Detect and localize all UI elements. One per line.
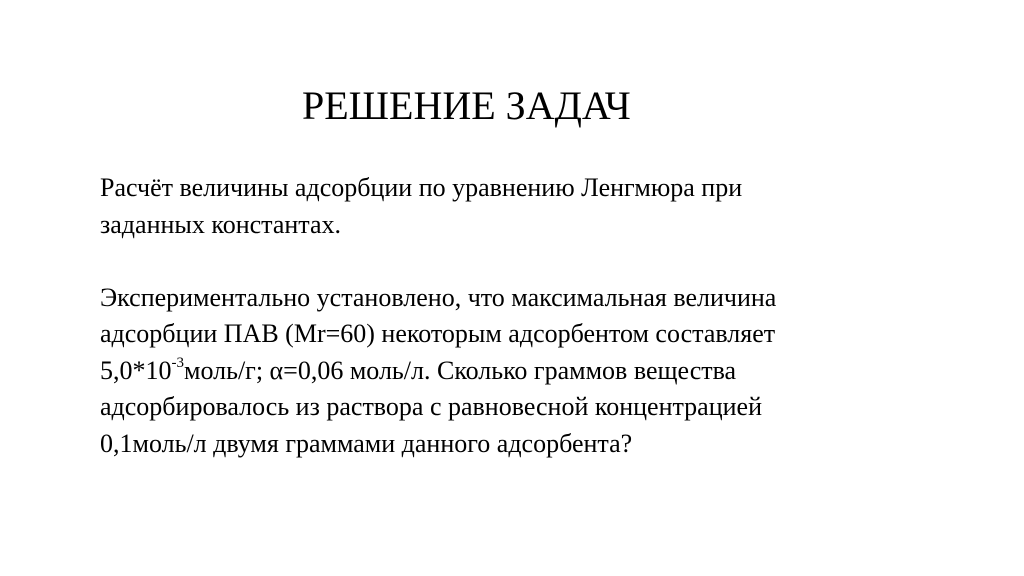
problem-line-3-rest: моль/г; α=0,06 моль/л. Сколько граммов вещества: [184, 355, 737, 385]
problem-line-2: адсорбции ПАВ (Mr=60) некоторым адсорбентом составляет: [100, 319, 776, 348]
problem-line-3: [100, 353, 900, 390]
problem-line-1: Экспериментально установлено, что максимальная величина: [100, 282, 777, 312]
problem-line-4: адсорбировалось из раствора с равновесной концентрацией: [100, 392, 762, 421]
problem-line-5: 0,1моль/л двумя граммами данного адсорбента?: [100, 428, 633, 458]
task-heading-line-2: заданных константах.: [100, 209, 341, 239]
max-adsorption-value: 5,0*10: [100, 355, 172, 385]
task-heading: [100, 170, 900, 243]
problem-text: [100, 280, 900, 463]
slide-title: РЕШЕНИЕ ЗАДАЧ: [302, 83, 631, 128]
slide-body: [100, 170, 900, 462]
exponent: -3: [171, 354, 184, 371]
task-heading-line-1: Расчёт величины адсорбции по уравнению Ленгмюра при: [100, 173, 743, 202]
